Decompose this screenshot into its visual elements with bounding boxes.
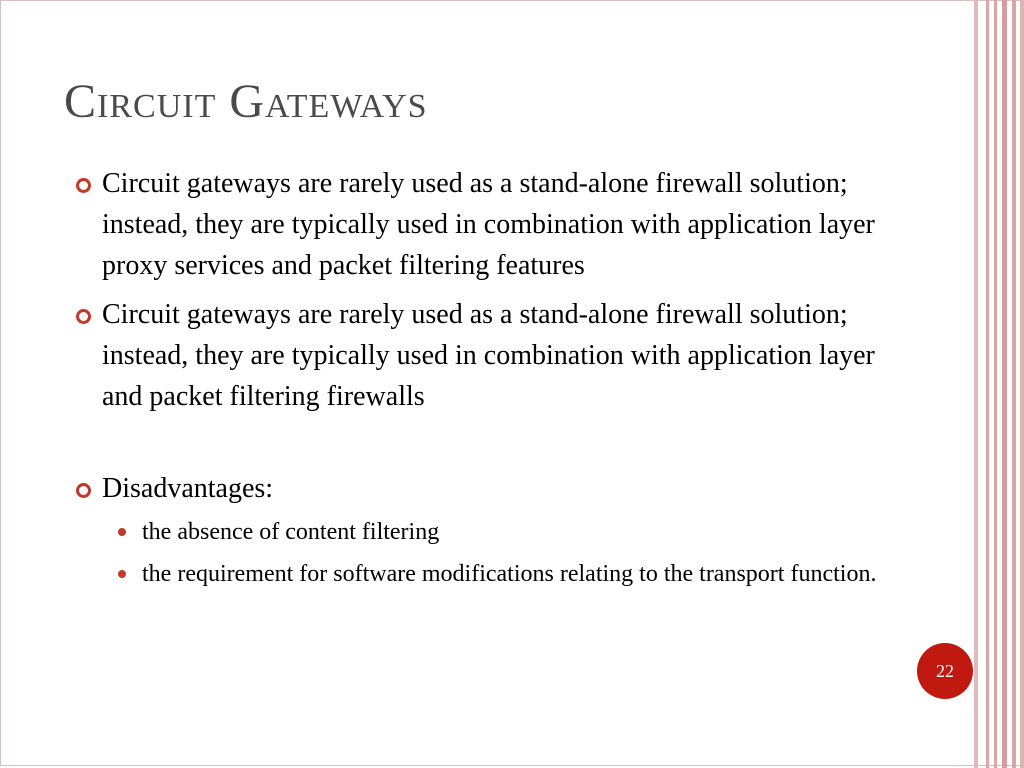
- stripe: [974, 0, 978, 768]
- stripe: [986, 0, 989, 768]
- bullet-text: Circuit gateways are rarely used as a stand-alone firewall solution; instead, they are typically used in combination with application layer and packet filtering firewalls: [102, 299, 875, 412]
- bullet-item-disadvantages: [72, 468, 892, 509]
- stripe: [994, 0, 997, 768]
- bullet-item: [72, 294, 892, 417]
- dot-bullet-icon: [118, 528, 126, 536]
- stripe: [1020, 0, 1024, 768]
- dot-bullet-icon: [118, 570, 126, 578]
- sub-bullet-item: [116, 557, 892, 591]
- sub-bullet-text: the absence of content filtering: [142, 519, 440, 545]
- sub-bullet-item: [116, 515, 892, 549]
- page-number: 22: [936, 660, 954, 681]
- slide-content: [72, 163, 892, 599]
- ring-bullet-icon: [76, 309, 91, 324]
- stripe: [1002, 0, 1007, 768]
- slide-title: Circuit Gateways: [64, 75, 428, 128]
- sub-bullet-text: the requirement for software modifications relating to the transport function.: [142, 561, 877, 587]
- ring-bullet-icon: [76, 178, 91, 193]
- ring-bullet-icon: [76, 483, 91, 498]
- bullet-item: [72, 163, 892, 286]
- bullet-text: Circuit gateways are rarely used as a stand-alone firewall solution; instead, they are typically used in combination with application layer proxy services and packet filtering features: [102, 168, 875, 281]
- bullet-text: Disadvantages:: [102, 473, 274, 504]
- decorative-stripes: [974, 0, 1024, 768]
- stripe: [1012, 0, 1016, 768]
- disadvantages-list: [72, 515, 892, 591]
- page-number-badge: [917, 643, 973, 699]
